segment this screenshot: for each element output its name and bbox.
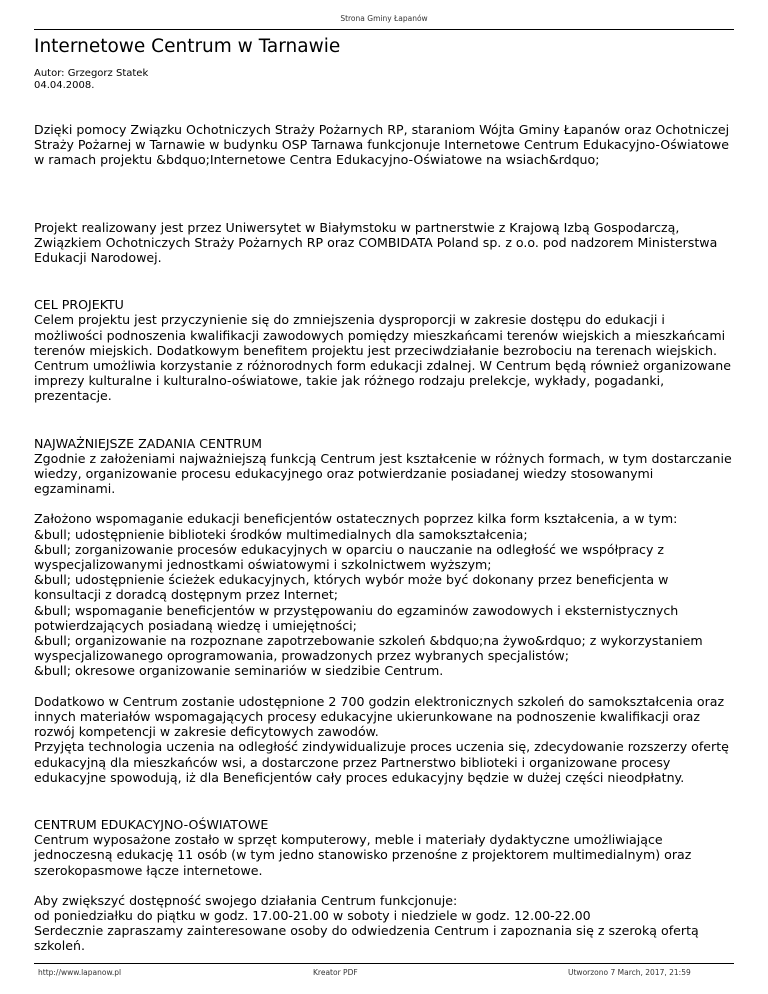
article-date: 04.04.2008. — [34, 80, 95, 91]
tasks-paragraph: Zgodnie z założeniami najważniejszą funkcją Centrum jest kształcenie w różnych formach, w tym dostarczanie wiedzy, organizowanie procesu edukacyjnego oraz potwierdzanie posiadanej wiedzy stosowanymi egzaminami. — [34, 450, 732, 497]
article-author: Autor: Grzegorz Statek — [34, 68, 149, 79]
list-item: &bull; wspomaganie beneficjentów w przystępowaniu do egzaminów zawodowych i eksternistycznych potwierdzających posiadaną wiedzę i umiejętności; — [34, 602, 679, 633]
goal-paragraph-2: Centrum umożliwia korzystanie z różnorodnych form edukacji zdalnej. W Centrum będą również organizowane imprezy kulturalne i kulturalno-oświatowe, takie jak różnego rodzaju prelekcje, wykłady, pogadanki, prezentacje. — [34, 358, 732, 404]
article-body — [34, 122, 736, 954]
project-paragraph: Projekt realizowany jest przez Uniwersytet w Białymstoku w partnerstwie z Krajową Izbą Gospodarczą, Związkiem Ochotniczych Straży Pożarnych RP oraz COMBIDATA Poland sp. z o.o. pod nadzorem Ministerstwa Edukacji Narodowej. — [34, 219, 718, 266]
forms-intro: Założono wspomaganie edukacji beneficjentów ostatecznych poprzez kilka form kształcenia, a w tym: — [34, 511, 678, 527]
center-paragraph: Centrum wyposażone zostało w sprzęt komputerowy, meble i materiały dydaktyczne umożliwiające jednoczesną edukację 11 osób (w tym jedno stanowisko przenośne z projektorem multimedialnym) oraz szerokopasmowe łącze internetowe. — [34, 832, 692, 878]
tasks-heading: NAJWAŻNIEJSZE ZADANIA CENTRUM — [34, 435, 262, 451]
goal-heading: CEL PROJEKTU — [34, 297, 124, 313]
list-item: &bull; organizowanie na rozpoznane zapotrzebowanie szkoleń &bdquo;na żywo&rdquo; z wykorzystaniem wyspecjalizowanego oprogramowania, prowadzonych przez wybranych specjalistów; — [34, 633, 703, 664]
intro-paragraph: Dzięki pomocy Związku Ochotniczych Straży Pożarnych RP, staraniom Wójta Gminy Łapanów oraz Ochotniczej Straży Pożarnej w Tarnawie w budynku OSP Tarnawa funkcjonuje Internetowe Centrum Edukacyjno-Oświatowe w ramach projektu &bdquo;Internetowe Centra Edukacyjno-Oświatowe na wsiach&rdquo; — [34, 122, 730, 168]
article-title: Internetowe Centrum w Tarnawie — [34, 36, 341, 57]
footer-divider — [34, 963, 734, 964]
footer-creator: Kreator PDF — [313, 968, 358, 977]
hours-schedule: od poniedziałku do piątku w godz. 17.00-21.00 w soboty i niedziele w godz. 12.00-22.00 — [34, 907, 591, 923]
list-item: &bull; udostępnienie biblioteki środków multimedialnych dla samokształcenia; — [34, 526, 528, 542]
center-heading: CENTRUM EDUKACYJNO-OŚWIATOWE — [34, 816, 269, 832]
additional-paragraph-1: Dodatkowo w Centrum zostanie udostępnione 2 700 godzin elektronicznych szkoleń do samokształcenia oraz innych materiałów wspomagających procesy edukacyjne ukierunkowane na podnoszenie kwalifikacji oraz rozwój kompetencji w zakresie deficytowych zawodów. — [34, 693, 725, 740]
list-item: &bull; okresowe organizowanie seminariów w siedzibie Centrum. — [34, 663, 444, 679]
list-item: &bull; zorganizowanie procesów edukacyjnych w oparciu o nauczanie na odległość we współpracy z wyspecjalizowanymi jednostkami oświatowymi i szkolnictwem wyższym; — [34, 541, 665, 573]
page-header: Strona Gminy Łapanów — [340, 14, 428, 23]
invitation-paragraph: Serdecznie zapraszamy zainteresowane osoby do odwiedzenia Centrum i zapoznania się z szeroką ofertą szkoleń. — [34, 923, 699, 954]
header-divider — [34, 29, 734, 30]
footer-url: http://www.lapanow.pl — [38, 968, 122, 977]
additional-paragraph-2: Przyjęta technologia uczenia na odległość zindywidualizuje proces uczenia się, zdecydowanie rozszerzy ofertę edukacyjną dla mieszkańców wsi, a dostarczone przez Partnerstwo biblioteki i organizowane procesy edukacyjne spowodują, iż dla Beneficjentów cały proces edukacyjny będzie w dużej części nieodpłatny. — [34, 739, 729, 785]
goal-paragraph-1: Celem projektu jest przyczynienie się do zmniejszenia dysproporcji w zakresie dostępu do edukacji i możliwości podnoszenia kwalifikacji zawodowych pomiędzy mieszkańcami terenów wiejskich a mieszkańcami terenów miejskich. Dodatkowym benefitem projektu jest przeciwdziałanie bezrobociu na terenach wiejskich. — [34, 312, 726, 358]
list-item: &bull; udostępnienie ścieżek edukacyjnych, których wybór może być dokonany przez beneficjenta w konsultacji z doradcą dostępnym przez Internet; — [34, 572, 669, 603]
article-meta — [34, 68, 148, 92]
footer-created: Utworzono 7 March, 2017, 21:59 — [568, 968, 691, 977]
hours-intro: Aby zwiększyć dostępność swojego działania Centrum funkcjonuje: — [34, 892, 458, 908]
